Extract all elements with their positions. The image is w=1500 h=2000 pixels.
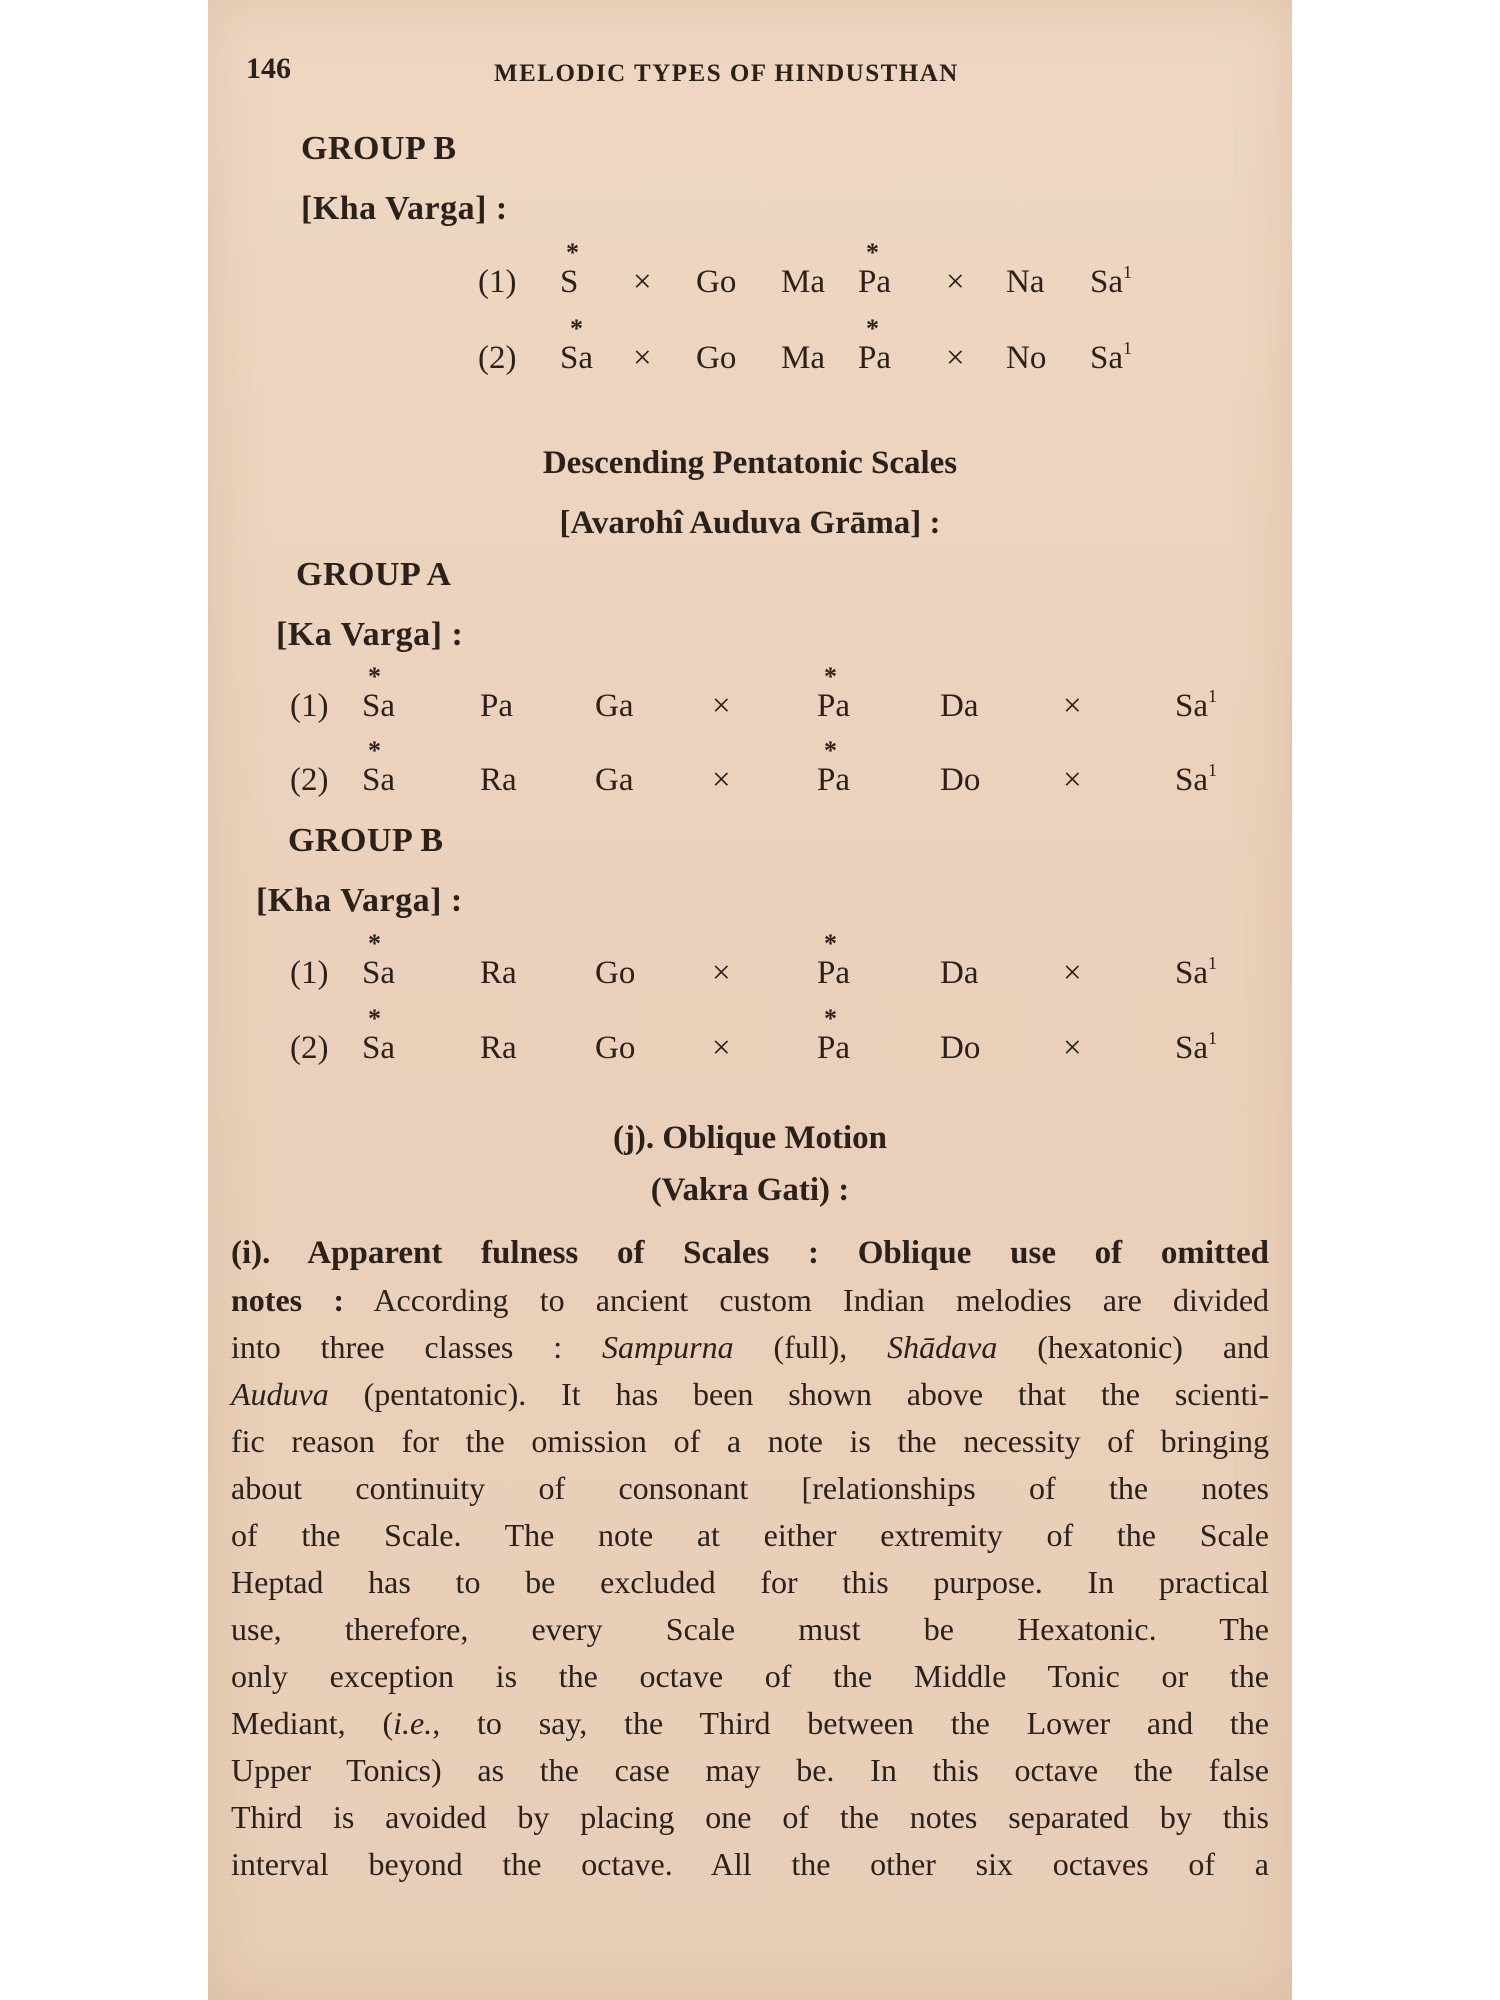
text-line: of the Scale. The note at either extremity of the Scale (231, 1517, 1269, 1553)
note: Ga (595, 762, 634, 798)
upper-sa: Sa$^1$ (1175, 953, 1217, 991)
text-line: about continuity of consonant [relationships of the notes (231, 1470, 1269, 1506)
text-line: Upper Tonics) as the case may be. In this octave the false (231, 1752, 1269, 1788)
text-line: interval beyond the octave. All the other six octaves of a (231, 1846, 1269, 1882)
note: Go (595, 1030, 636, 1066)
omitted-mark: × (1063, 688, 1082, 724)
note: Sa (362, 955, 395, 991)
tonic-star: * (368, 662, 381, 691)
group-heading: GROUP B (301, 130, 457, 167)
running-title: MELODIC TYPES OF HINDUSTHAN (494, 60, 959, 87)
tonic-star: * (824, 736, 837, 765)
text-line: only exception is the octave of the Middle Tonic or the (231, 1658, 1269, 1694)
tonic-star: * (566, 238, 579, 267)
row-number: (1) (478, 264, 517, 300)
section-subtitle: [Avarohî Auduva Grāma] : (559, 505, 941, 541)
scale-row (290, 736, 1280, 808)
tonic-star: * (368, 929, 381, 958)
varga-heading: [Ka Varga] : (276, 616, 464, 653)
omitted-mark: × (946, 264, 965, 300)
scale-row (290, 662, 1280, 734)
scale-row (290, 1004, 1280, 1076)
tonic-star: * (866, 314, 879, 343)
upper-sa: Sa$^1$ (1090, 262, 1132, 300)
text-line: notes : According to ancient custom Indian melodies are divided (231, 1282, 1270, 1318)
omitted-mark: × (712, 762, 731, 798)
tonic-star: * (824, 929, 837, 958)
note: Pa (817, 762, 850, 798)
note: Ga (595, 688, 634, 724)
note: Do (940, 1030, 981, 1066)
omitted-mark: × (633, 340, 652, 376)
note: Pa (817, 1030, 850, 1066)
varga-heading: [Kha Varga] : (256, 882, 463, 919)
page-number: 146 (246, 52, 291, 85)
text-line: fic reason for the omission of a note is the necessity of bringing (231, 1423, 1269, 1459)
upper-sa: Sa$^1$ (1175, 686, 1217, 724)
note: Ra (480, 1030, 517, 1066)
tonic-star: * (866, 238, 879, 267)
row-number: (1) (290, 955, 329, 991)
tonic-star: * (824, 1004, 837, 1033)
note: Ma (781, 264, 825, 300)
note: Go (595, 955, 636, 991)
omitted-mark: × (1063, 762, 1082, 798)
note: No (1006, 340, 1047, 376)
text-line: Heptad has to be excluded for this purpose. In practical (231, 1564, 1269, 1600)
omitted-mark: × (633, 264, 652, 300)
note: Go (696, 264, 737, 300)
note: Ra (480, 762, 517, 798)
note: Do (940, 762, 981, 798)
row-number: (2) (290, 762, 329, 798)
omitted-mark: × (1063, 955, 1082, 991)
note: Da (940, 955, 979, 991)
text-line: Auduva (pentatonic). It has been shown above that the scienti- (231, 1376, 1270, 1412)
scale-row (478, 314, 1278, 386)
group-heading: GROUP A (296, 556, 452, 593)
tonic-star: * (824, 662, 837, 691)
text-line: use, therefore, every Scale must be Hexatonic. The (231, 1611, 1269, 1647)
row-number: (2) (290, 1030, 329, 1066)
note: Pa (817, 688, 850, 724)
omitted-mark: × (946, 340, 965, 376)
omitted-mark: × (712, 955, 731, 991)
note: Sa (362, 762, 395, 798)
note: Ra (480, 955, 517, 991)
note: Sa (362, 688, 395, 724)
tonic-star: * (368, 736, 381, 765)
text-line: Third is avoided by placing one of the notes separated by this (231, 1799, 1269, 1835)
upper-sa: Sa$^1$ (1090, 338, 1132, 376)
book-page (208, 0, 1292, 2000)
body-paragraph (231, 1230, 1269, 1888)
note: Na (1006, 264, 1045, 300)
note: Sa (362, 1030, 395, 1066)
varga-heading: [Kha Varga] : (301, 190, 508, 227)
note: Pa (858, 264, 891, 300)
group-heading: GROUP B (288, 822, 444, 859)
row-number: (1) (290, 688, 329, 724)
tonic-star: * (368, 1004, 381, 1033)
section-title: Descending Pentatonic Scales (542, 445, 958, 481)
section-subtitle: (Vakra Gati) : (650, 1172, 850, 1208)
note: Sa (560, 340, 593, 376)
text-line: Mediant, (i.e., to say, the Third between the Lower and the (231, 1705, 1270, 1741)
upper-sa: Sa$^1$ (1175, 1028, 1217, 1066)
note: Pa (858, 340, 891, 376)
upper-sa: Sa$^1$ (1175, 760, 1217, 798)
row-number: (2) (478, 340, 517, 376)
note: S (560, 264, 579, 300)
scale-row (290, 929, 1280, 1001)
scale-row (478, 238, 1278, 310)
section-title: (j). Oblique Motion (612, 1120, 888, 1156)
note: Go (696, 340, 737, 376)
note: Ma (781, 340, 825, 376)
text-line: into three classes : Sampurna (full), Shādava (hexatonic) and (231, 1329, 1270, 1365)
note: Pa (480, 688, 513, 724)
omitted-mark: × (712, 688, 731, 724)
note: Da (940, 688, 979, 724)
tonic-star: * (570, 314, 583, 343)
omitted-mark: × (1063, 1030, 1082, 1066)
note: Pa (817, 955, 850, 991)
omitted-mark: × (712, 1030, 731, 1066)
paragraph-heading: (i). Apparent fulness of Scales : Oblique use of omitted (231, 1235, 1269, 1271)
